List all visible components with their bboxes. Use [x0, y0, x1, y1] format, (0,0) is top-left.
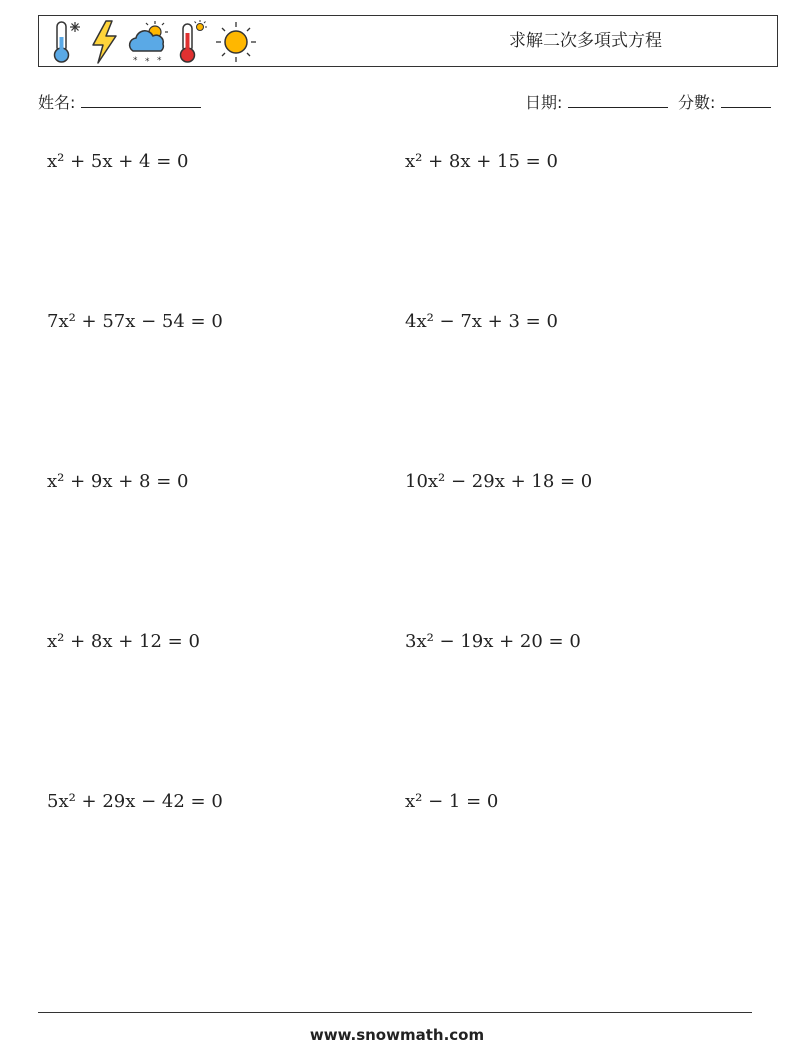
- weather-icons: [47, 19, 259, 65]
- score-label: 分數:: [678, 93, 716, 112]
- problem-4: 4x² − 7x + 3 = 0: [405, 311, 558, 332]
- svg-text:*: *: [133, 56, 138, 65]
- thermometer-cold-icon: [47, 19, 83, 65]
- date-blank[interactable]: [568, 93, 668, 108]
- problem-3: 7x² + 57x − 54 = 0: [47, 311, 223, 332]
- thermometer-hot-icon: [175, 19, 209, 65]
- problem-6: 10x² − 29x + 18 = 0: [405, 471, 593, 492]
- svg-text:*: *: [157, 56, 162, 65]
- worksheet-title: 求解二次多項式方程: [509, 31, 662, 51]
- footer-url[interactable]: www.snowmath.com: [309, 1026, 485, 1044]
- problem-2: x² + 8x + 15 = 0: [405, 151, 558, 172]
- footer-divider: [38, 1012, 752, 1013]
- date-label: 日期:: [525, 93, 563, 112]
- problem-9: 5x² + 29x − 42 = 0: [47, 791, 223, 812]
- cloud-snow-sun-icon: [125, 19, 171, 65]
- name-field[interactable]: [38, 92, 201, 114]
- name-blank[interactable]: [81, 93, 201, 108]
- date-field[interactable]: [525, 92, 668, 114]
- problem-8: 3x² − 19x + 20 = 0: [405, 631, 581, 652]
- worksheet-header: [38, 15, 778, 67]
- score-blank[interactable]: [721, 93, 771, 108]
- problem-10: x² − 1 = 0: [405, 791, 499, 812]
- problem-5: x² + 9x + 8 = 0: [47, 471, 189, 492]
- problem-7: x² + 8x + 12 = 0: [47, 631, 200, 652]
- name-label: 姓名:: [38, 93, 76, 112]
- svg-text:*: *: [145, 57, 150, 65]
- score-field[interactable]: [678, 92, 771, 114]
- lightning-icon: [87, 19, 121, 65]
- sun-icon: [213, 19, 259, 65]
- problem-1: x² + 5x + 4 = 0: [47, 151, 189, 172]
